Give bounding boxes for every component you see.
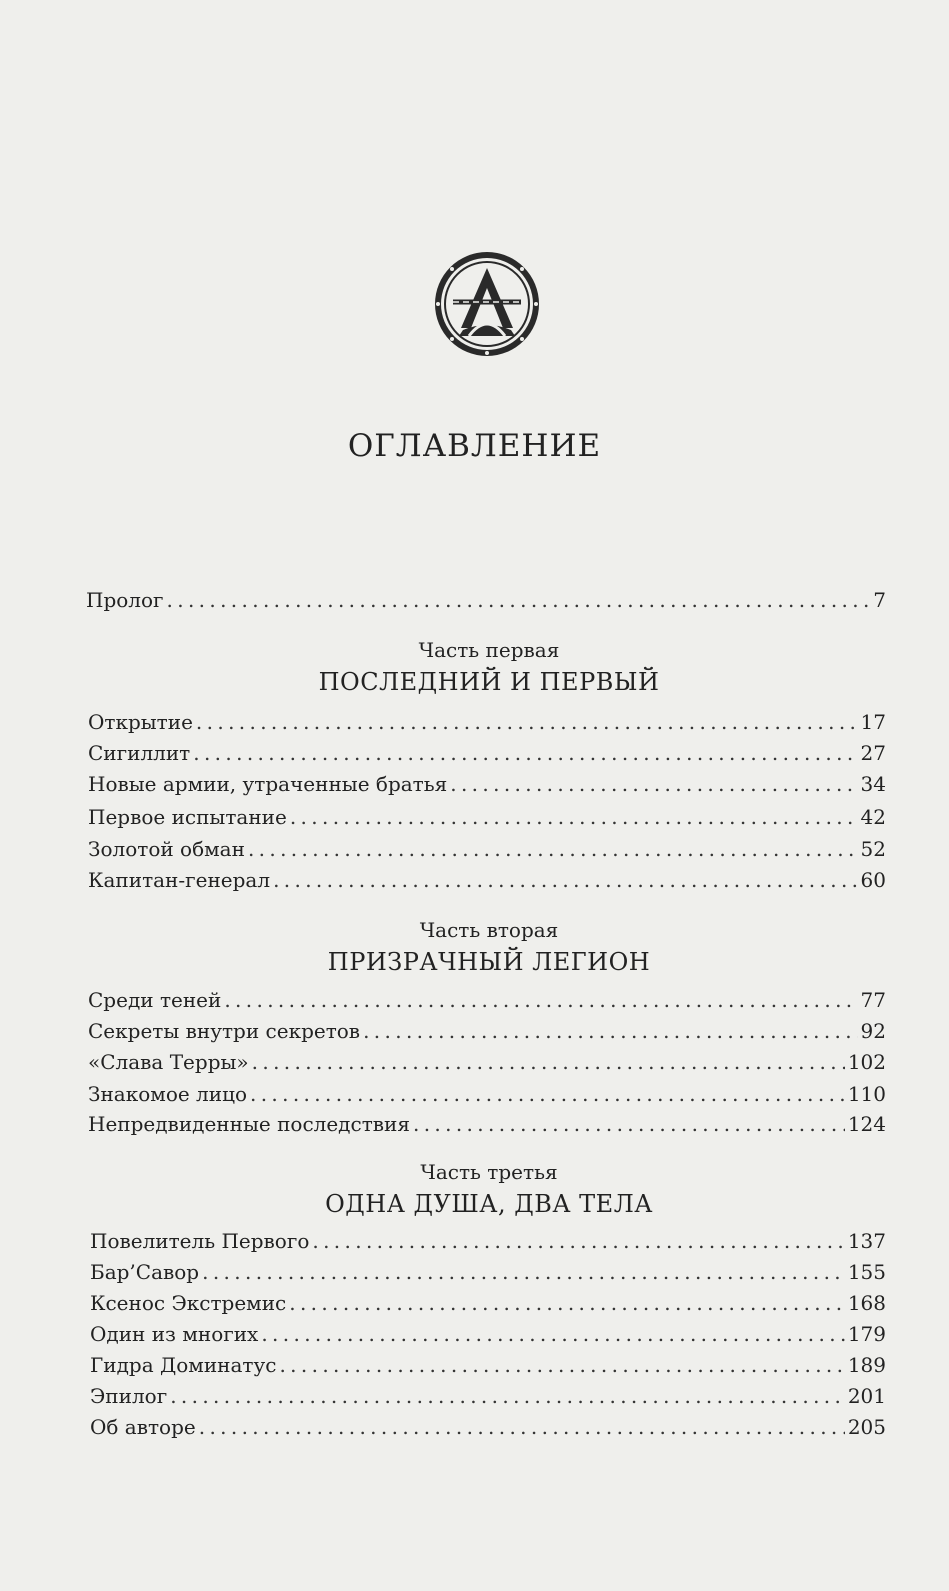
leader-dots [167, 586, 871, 614]
toc-entry-page: 124 [847, 1112, 886, 1136]
toc-entry-page: 137 [847, 1229, 886, 1253]
toc-entry-title: «Слава Терры» [88, 1050, 249, 1074]
toc-entry-title: Бар’Савор [90, 1260, 200, 1284]
toc-entry-title: Непредвиденные последствия [88, 1112, 410, 1136]
leader-dots [248, 835, 858, 863]
toc-entry-title: Ксенос Экстремис [90, 1291, 287, 1315]
toc-entry-title: Новые армии, утраченные братья [88, 772, 448, 796]
toc-entry[interactable] [88, 986, 886, 1014]
toc-entry-page: 102 [847, 1050, 886, 1074]
toc-entry[interactable] [88, 803, 886, 831]
leader-dots [252, 1048, 845, 1076]
part-title: ОДНА ДУША, ДВА ТЕЛА [325, 1190, 653, 1218]
toc-entry-title: Секреты внутри секретов [88, 1019, 361, 1043]
part-label: Часть вторая [419, 918, 559, 942]
toc-entry-title: Об авторе [90, 1415, 196, 1439]
toc-entry-page: 92 [860, 1019, 886, 1043]
part-label: Часть первая [418, 638, 560, 662]
toc-entry-title: Пролог [86, 588, 164, 612]
toc-entry-page: 34 [860, 772, 886, 796]
leader-dots [224, 986, 857, 1014]
toc-entry[interactable] [90, 1351, 886, 1379]
toc-entry-prologue[interactable] [86, 586, 886, 614]
toc-entry[interactable] [88, 1017, 886, 1045]
toc-entry-page: 17 [860, 710, 886, 734]
toc-entry-title: Один из многих [90, 1322, 259, 1346]
leader-dots [250, 1080, 845, 1108]
part-title: ПОСЛЕДНИЙ И ПЕРВЫЙ [318, 668, 660, 696]
toc-entry[interactable] [90, 1289, 886, 1317]
toc-entry-title: Знакомое лицо [88, 1082, 247, 1106]
leader-dots [290, 803, 858, 831]
leader-dots [279, 1351, 844, 1379]
toc-entry-title: Капитан-генерал [88, 868, 271, 892]
toc-entry[interactable] [90, 1258, 886, 1286]
toc-entry[interactable] [88, 1048, 886, 1076]
leader-dots [312, 1227, 844, 1255]
toc-entry-page: 168 [847, 1291, 886, 1315]
toc-entry-title: Среди теней [88, 988, 222, 1012]
leader-dots [193, 739, 857, 767]
leader-dots [170, 1382, 845, 1410]
toc-entry-title: Открытие [88, 710, 193, 734]
toc-entry[interactable] [90, 1320, 886, 1348]
toc-entry[interactable] [90, 1227, 886, 1255]
toc-entry[interactable] [88, 739, 886, 767]
leader-dots [202, 1258, 845, 1286]
toc-entry[interactable] [88, 708, 886, 736]
toc-entry[interactable] [90, 1382, 886, 1410]
toc-entry-title: Повелитель Первого [90, 1229, 310, 1253]
toc-entry[interactable] [88, 866, 886, 894]
toc-entry[interactable] [88, 1110, 886, 1138]
toc-entry-page: 42 [860, 805, 886, 829]
leader-dots [413, 1110, 845, 1138]
leader-dots [363, 1017, 857, 1045]
aquila-omega-emblem-icon [433, 250, 541, 358]
leader-dots [261, 1320, 844, 1348]
part-label: Часть третья [420, 1160, 558, 1184]
toc-heading: ОГЛАВЛЕНИЕ [347, 428, 602, 464]
toc-entry-page: 155 [847, 1260, 886, 1284]
part-title: ПРИЗРАЧНЫЙ ЛЕГИОН [327, 948, 651, 976]
toc-entry[interactable] [88, 770, 886, 798]
toc-entry[interactable] [88, 835, 886, 863]
toc-entry-title: Гидра Доминатус [90, 1353, 277, 1377]
toc-entry-page: 189 [847, 1353, 886, 1377]
toc-entry-title: Сигиллит [88, 741, 191, 765]
leader-dots [196, 708, 858, 736]
leader-dots [199, 1413, 845, 1441]
toc-entry-page: 77 [860, 988, 886, 1012]
toc-entry[interactable] [90, 1413, 886, 1441]
toc-entry-title: Золотой обман [88, 837, 245, 861]
toc-entry[interactable] [88, 1080, 886, 1108]
toc-entry-title: Эпилог [90, 1384, 168, 1408]
toc-entry-page: 110 [847, 1082, 886, 1106]
toc-entry-page: 179 [847, 1322, 886, 1346]
toc-entry-page: 205 [847, 1415, 886, 1439]
toc-entry-page: 7 [873, 588, 886, 612]
toc-entry-page: 201 [847, 1384, 886, 1408]
toc-entry-page: 52 [860, 837, 886, 861]
leader-dots [289, 1289, 845, 1317]
toc-entry-page: 27 [860, 741, 886, 765]
toc-entry-page: 60 [860, 868, 886, 892]
leader-dots [273, 866, 857, 894]
toc-entry-title: Первое испытание [88, 805, 287, 829]
leader-dots [450, 770, 857, 798]
